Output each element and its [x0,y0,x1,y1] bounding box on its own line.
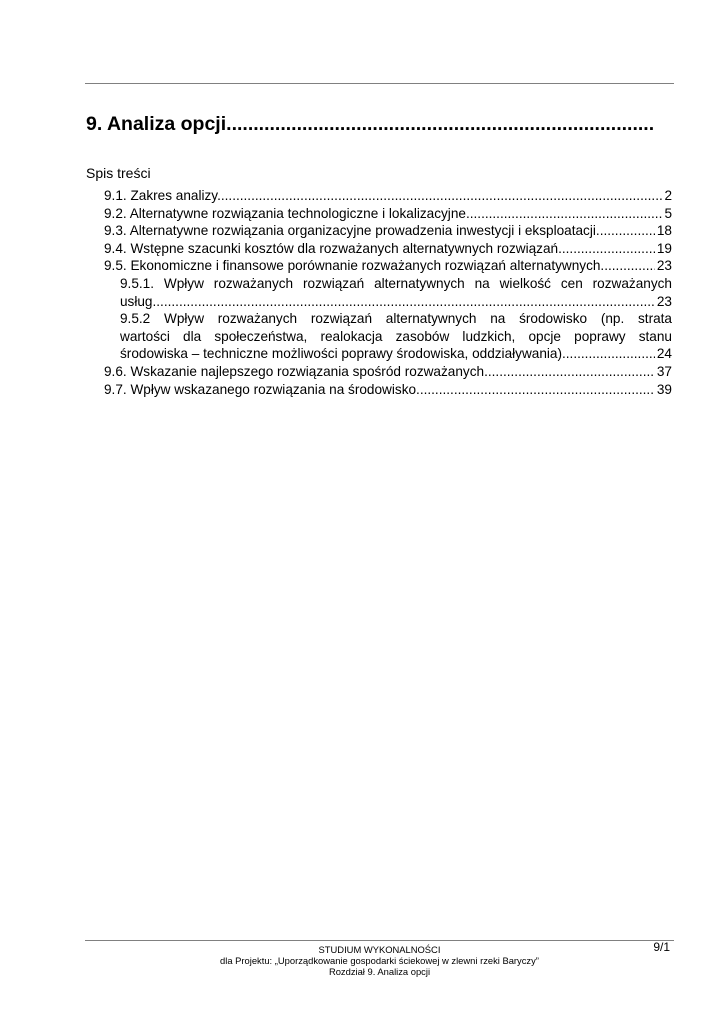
toc-entry-text: środowiska – techniczne możliwości poprawy środowiska, oddziaływania). [120,346,566,362]
toc-page-number: 23 [656,293,672,309]
toc-entry-9-1[interactable] [104,187,672,205]
toc-entry-text-line: 9.5.1. Wpływ rozważanych rozwiązań alternatywnych na wielkość cen rozważanych [120,275,672,291]
footer-line-project: dla Projektu: „Uporządkowanie gospodarki ściekowej w zlewni rzeki Baryczy” [220,955,539,967]
toc-entry-text-line: wartości dla społeczeństwa, realokacja zasobów ludzkich, opcje poprawy stanu [120,328,672,344]
toc-entry-9-7[interactable] [104,381,672,399]
toc-page-number: 2 [664,188,672,203]
toc-entry-text-line: 9.5.2 Wpływ rozważanych rozwiązań alternatywnych na środowisko (np. strata [120,311,672,327]
footer-divider [85,940,674,941]
toc-leader [470,205,663,223]
toc-leader [600,222,655,240]
toc-entry-9-5[interactable] [104,257,672,275]
toc-page-number: 19 [656,240,672,256]
toc-entry-text: 9.1. Zakres analizy. [104,188,221,203]
toc-leader [156,293,655,311]
footer-line-chapter: Rozdział 9. Analiza opcji [328,966,431,978]
toc-entry-9-4[interactable] [104,240,672,258]
toc-page-number: 24 [656,346,672,362]
toc-entry-text: 9.3. Alternatywne rozwiązania organizacyjne prowadzenia inwestycji i eksploatacji. [104,223,600,239]
footer-line-study: STUDIUM WYKONALNOŚCI [318,944,441,955]
page-number: 9/1 [653,940,670,954]
page-footer [85,944,674,978]
toc-leader [604,257,655,275]
toc-entry-text: 9.4. Wstępne szacunki kosztów dla rozważanych alternatywnych rozwiązań. [104,240,562,256]
toc-entry-text: 9.2. Alternatywne rozwiązania technologiczne i lokalizacyjne. [104,205,470,221]
toc-leader [420,381,655,399]
toc-page-number: 23 [656,258,672,274]
toc-page-number: 37 [656,363,672,379]
table-of-contents [104,187,672,398]
toc-entry-9-5-2[interactable] [104,310,672,363]
toc-leader [562,240,655,258]
toc-entry-text: usług. [120,293,157,309]
chapter-heading: 9. Analiza opcji............................................................................... [86,113,655,135]
toc-page-number: 18 [656,223,672,239]
toc-entry-9-6[interactable] [104,363,672,381]
toc-page-number: 5 [664,205,672,221]
toc-entry-9-2[interactable] [104,205,672,223]
toc-entry-9-5-1[interactable] [104,275,672,310]
toc-page-number: 39 [656,381,672,397]
toc-leader [566,345,655,363]
toc-leader [221,187,663,205]
header-divider [85,83,674,84]
toc-entry-9-3[interactable] [104,222,672,240]
toc-leader [488,363,655,381]
toc-title: Spis treści [86,165,151,181]
toc-entry-text: 9.6. Wskazanie najlepszego rozwiązania spośród rozważanych. [104,363,488,379]
toc-entry-text: 9.5. Ekonomiczne i finansowe porównanie rozważanych rozwiązań alternatywnych. [104,258,605,274]
toc-entry-text: 9.7. Wpływ wskazanego rozwiązania na środowisko. [104,381,420,397]
